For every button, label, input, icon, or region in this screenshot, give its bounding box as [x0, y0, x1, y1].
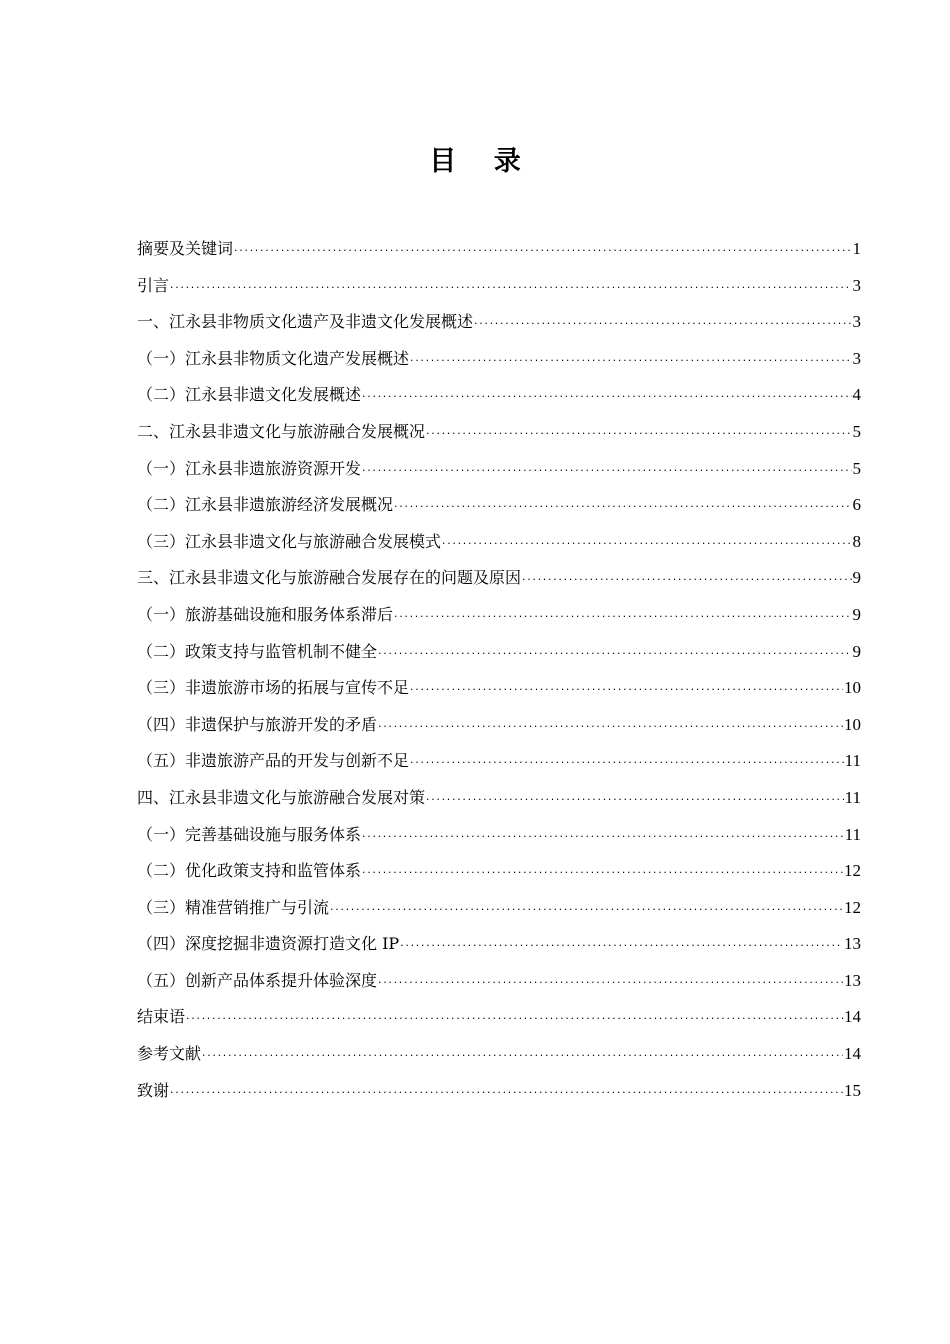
dot-leader — [202, 1036, 843, 1073]
toc-page-number: 14 — [844, 1044, 861, 1064]
toc-page-number: 4 — [852, 385, 861, 405]
toc-page-number: 9 — [852, 641, 861, 661]
toc-page-number: 12 — [844, 861, 861, 881]
toc-entry[interactable] — [137, 597, 861, 634]
toc-page-number: 12 — [844, 897, 861, 917]
toc-entry[interactable] — [137, 999, 861, 1036]
toc-page-number: 10 — [844, 714, 861, 734]
toc-entry[interactable] — [137, 743, 861, 780]
toc-entry[interactable] — [137, 963, 861, 1000]
toc-entry[interactable] — [137, 634, 861, 671]
toc-entry[interactable] — [137, 890, 861, 927]
toc-page-number: 1 — [852, 239, 861, 258]
dot-leader — [362, 377, 851, 414]
toc-entry-text: 四、江永县非遗文化与旅游融合发展对策 — [137, 787, 426, 807]
table-of-contents — [137, 231, 861, 1109]
dot-leader — [378, 634, 851, 671]
toc-entry[interactable] — [137, 853, 861, 890]
dot-leader — [378, 707, 843, 744]
dot-leader — [170, 1073, 843, 1110]
toc-page-number: 10 — [844, 678, 861, 698]
toc-page-number: 8 — [852, 531, 861, 551]
toc-entry[interactable] — [137, 1036, 861, 1073]
toc-page-number: 11 — [844, 751, 861, 771]
dot-leader — [410, 341, 851, 378]
toc-entry[interactable] — [137, 707, 861, 744]
dot-leader — [410, 670, 843, 707]
dot-leader — [426, 780, 844, 817]
toc-entry-text: 二、江永县非遗文化与旅游融合发展概况 — [137, 421, 426, 441]
toc-entry[interactable] — [137, 304, 861, 341]
toc-entry-text: （三）精准营销推广与引流 — [137, 897, 330, 917]
toc-entry-text: 结束语 — [137, 1007, 186, 1027]
toc-page-number: 13 — [844, 970, 861, 990]
toc-entry-text: （二）江永县非遗旅游经济发展概况 — [137, 495, 394, 515]
toc-entry-text: （四）非遗保护与旅游开发的矛盾 — [137, 714, 378, 734]
toc-page-number: 5 — [852, 421, 861, 441]
toc-entry-text: 一、江永县非物质文化遗产及非遗文化发展概述 — [137, 312, 474, 332]
dot-leader — [394, 487, 851, 524]
dot-leader — [362, 817, 844, 854]
dot-leader — [330, 890, 843, 927]
toc-page-number: 15 — [844, 1080, 861, 1100]
dot-leader — [362, 451, 851, 488]
dot-leader — [234, 231, 851, 268]
dot-leader — [362, 853, 843, 890]
toc-entry[interactable] — [137, 487, 861, 524]
toc-entry-text: 引言 — [137, 275, 170, 295]
dot-leader — [394, 597, 851, 634]
toc-page-number: 3 — [852, 312, 861, 332]
toc-entry-text: （五）非遗旅游产品的开发与创新不足 — [137, 751, 410, 771]
toc-entry[interactable] — [137, 377, 861, 414]
toc-entry[interactable] — [137, 670, 861, 707]
toc-page-number: 11 — [844, 787, 861, 807]
toc-entry-text: 参考文献 — [137, 1044, 202, 1064]
toc-page-number: 11 — [844, 824, 861, 844]
dot-leader — [400, 926, 843, 963]
toc-entry-text: 致谢 — [137, 1080, 170, 1100]
toc-entry-text: （二）优化政策支持和监管体系 — [137, 861, 362, 881]
dot-leader — [186, 999, 843, 1036]
toc-page-number: 3 — [852, 348, 861, 368]
toc-entry[interactable] — [137, 926, 861, 963]
toc-page-number: 6 — [852, 495, 861, 515]
toc-entry-text: （一）江永县非遗旅游资源开发 — [137, 458, 362, 478]
toc-page-number: 5 — [852, 458, 861, 478]
toc-entry[interactable] — [137, 451, 861, 488]
toc-page-number: 13 — [844, 934, 861, 954]
dot-leader — [522, 560, 851, 597]
toc-title: 目 录 — [429, 146, 521, 177]
toc-entry-text: （二）政策支持与监管机制不健全 — [137, 641, 378, 661]
toc-entry-text: （四）深度挖掘非遗资源打造文化 IP — [137, 934, 400, 954]
toc-entry[interactable] — [137, 268, 861, 305]
toc-page-number: 9 — [852, 604, 861, 624]
toc-entry[interactable] — [137, 817, 861, 854]
toc-entry-text: （一）江永县非物质文化遗产发展概述 — [137, 348, 410, 368]
dot-leader — [426, 414, 851, 451]
toc-page-number: 14 — [844, 1007, 861, 1027]
dot-leader — [378, 963, 843, 1000]
dot-leader — [410, 743, 844, 780]
toc-entry-text: （二）江永县非遗文化发展概述 — [137, 385, 362, 405]
toc-entry[interactable] — [137, 1073, 861, 1110]
toc-entry[interactable] — [137, 231, 861, 268]
toc-page-number: 3 — [852, 275, 861, 295]
toc-entry[interactable] — [137, 560, 861, 597]
toc-entry[interactable] — [137, 524, 861, 561]
toc-entry-text: （三）江永县非遗文化与旅游融合发展模式 — [137, 531, 442, 551]
dot-leader — [442, 524, 851, 561]
toc-entry-text: 三、江永县非遗文化与旅游融合发展存在的问题及原因 — [137, 568, 522, 588]
toc-entry[interactable] — [137, 414, 861, 451]
toc-page-number: 9 — [852, 568, 861, 588]
toc-entry[interactable] — [137, 341, 861, 378]
toc-entry-text: （三）非遗旅游市场的拓展与宣传不足 — [137, 678, 410, 698]
toc-entry-text: （一）完善基础设施与服务体系 — [137, 824, 362, 844]
toc-entry-text: （五）创新产品体系提升体验深度 — [137, 970, 378, 990]
toc-entry-text: 摘要及关键词 — [137, 239, 234, 258]
dot-leader — [474, 304, 851, 341]
toc-entry-text: （一）旅游基础设施和服务体系滞后 — [137, 604, 394, 624]
toc-entry[interactable] — [137, 780, 861, 817]
dot-leader — [170, 268, 851, 305]
